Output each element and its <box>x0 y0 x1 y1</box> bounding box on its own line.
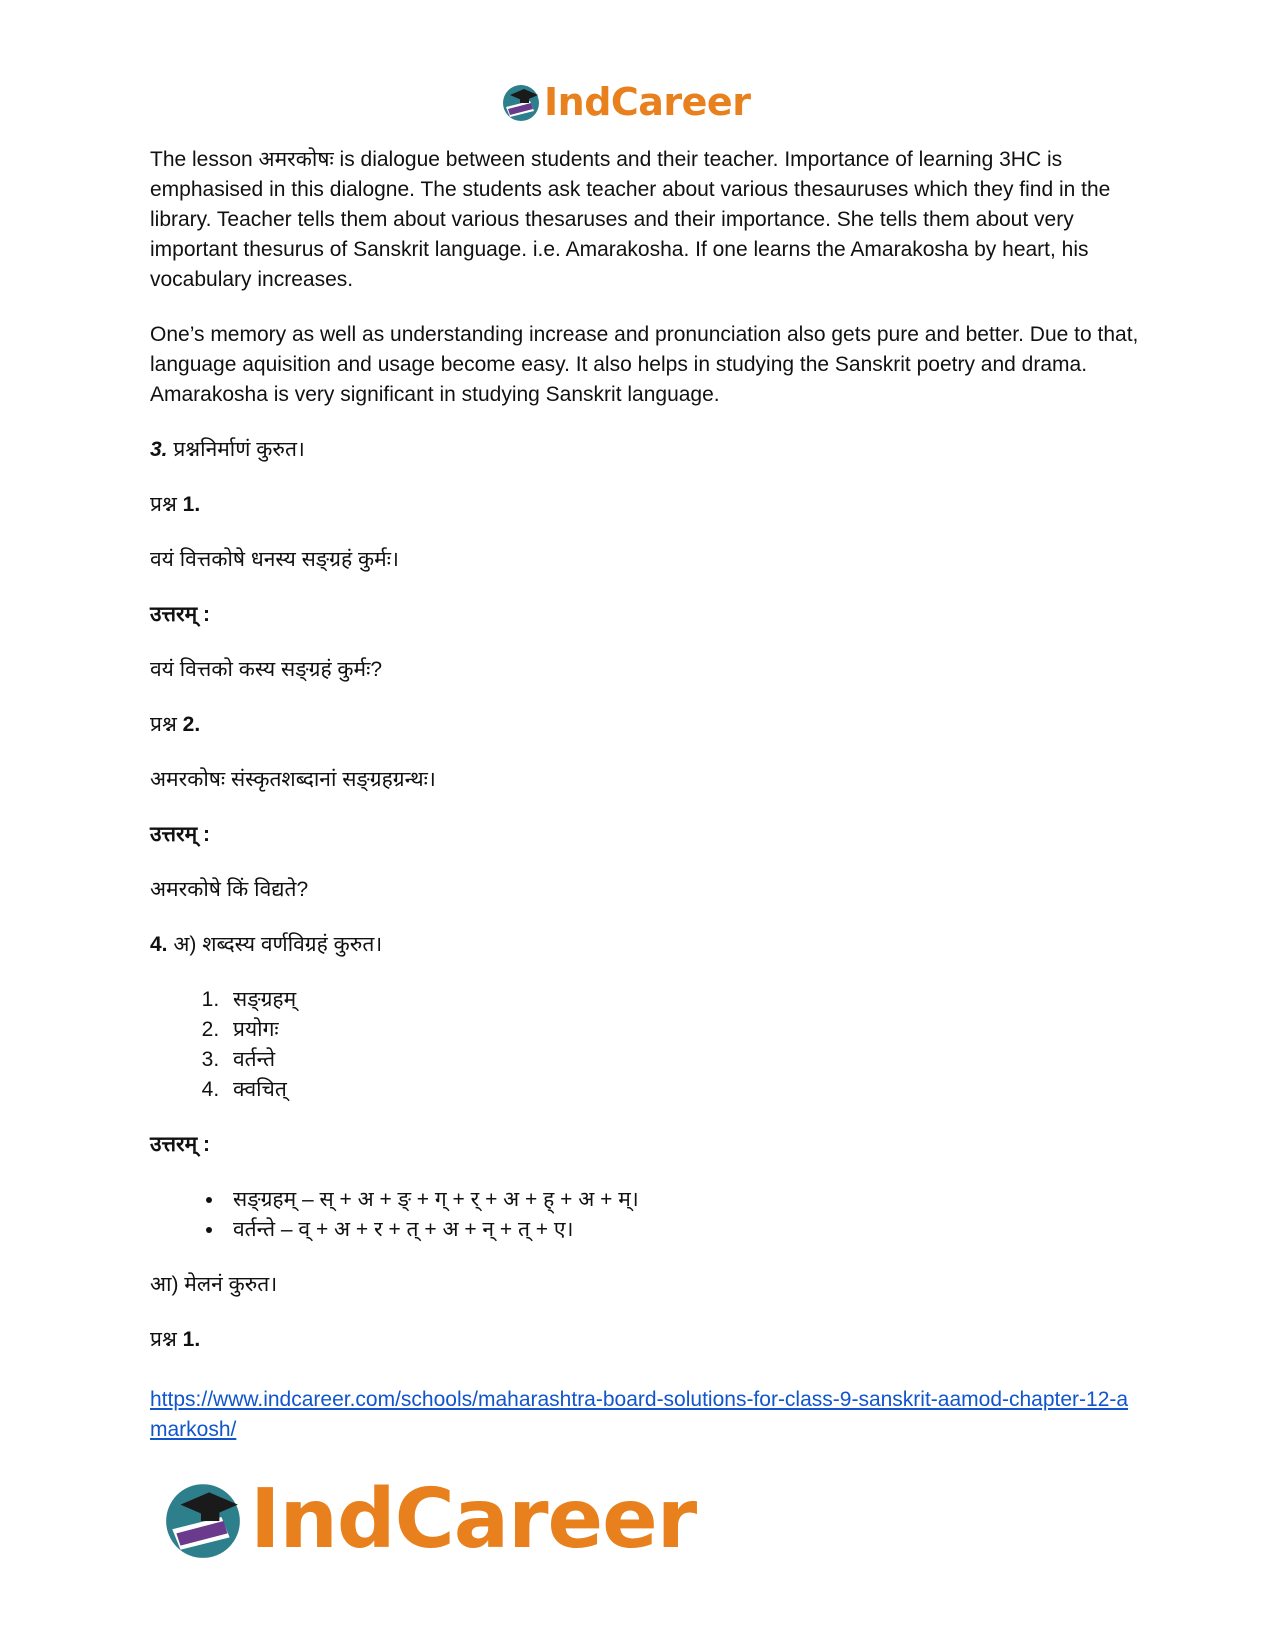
answer-1-label: उत्तरम् : <box>150 603 210 626</box>
section-3-heading <box>150 435 1140 465</box>
question-number: 2. <box>182 713 201 736</box>
section-4-number: 4. <box>150 933 168 956</box>
brand-name: IndCareer <box>544 80 751 124</box>
question-label: प्रश्न <box>150 493 183 516</box>
section-4b-heading: आ) मेलनं कुरुत। <box>150 1273 278 1296</box>
question-number: 1. <box>182 1328 201 1351</box>
graduation-book-icon <box>160 1476 246 1562</box>
answer-4-label: उत्तरम् : <box>150 1133 210 1156</box>
brand-name: IndCareer <box>250 1471 697 1567</box>
section-4-title: अ) शब्दस्य वर्णविग्रहं कुरुत। <box>167 933 383 956</box>
list-item: 1. सङ्ग्रहम् <box>225 985 1140 1015</box>
footer-link-wrapper <box>150 1385 1140 1445</box>
section-4-heading <box>150 930 1140 960</box>
answer-1-text: वयं वित्तको कस्य सङ्ग्रहं कुर्मः? <box>150 658 383 681</box>
question-2-label <box>150 710 1140 740</box>
question-2-text: अमरकोषः संस्कृतशब्दानां सङ्ग्रहग्रन्थः। <box>150 768 436 791</box>
intro-paragraph-1: The lesson अमरकोषः is dialogue between students and their teacher. Importance of learning 3HC is emphasised in this dialogne. The students ask teacher about various thesauruses which they find in the library. Teacher tells them about various thesaruses and their importance. She tells them about very important thesurus of Sanskrit language. i.e. Amarakosha. If one learns the Amarakosha by heart, his vocabulary increases. <box>150 148 1111 291</box>
list-item: 3. वर्तन्ते <box>225 1045 1140 1075</box>
answer-2-label: उत्तरम् : <box>150 823 210 846</box>
word-list <box>150 985 1140 1105</box>
section-3-title: प्रश्ननिर्माणं कुरुत। <box>167 438 305 461</box>
answer-2-text: अमरकोषे किं विद्यते? <box>150 878 309 901</box>
section-3-number: 3. <box>150 438 168 461</box>
answer-list <box>150 1185 1140 1245</box>
question-number: 1. <box>182 493 201 516</box>
list-item: 4. क्वचित् <box>225 1075 1140 1105</box>
question-label: प्रश्न <box>150 713 183 736</box>
source-link[interactable]: https://www.indcareer.com/schools/maharashtra-board-solutions-for-class-9-sanskrit-aamod-chapter-12-amarkosh/ <box>150 1388 1129 1441</box>
question-4b-1-label <box>150 1325 1140 1355</box>
list-item: • वर्तन्ते – व् + अ + र + त् + अ + न् + त् + ए। <box>225 1215 1140 1245</box>
header-logo <box>500 78 750 126</box>
question-1-label <box>150 490 1140 520</box>
footer-logo <box>160 1471 697 1567</box>
document-body <box>150 145 1140 1470</box>
list-item: • सङ्ग्रहम् – स् + अ + ङ् + ग् + र् + अ + ह् + अ + म्। <box>225 1185 1140 1215</box>
question-label: प्रश्न <box>150 1328 183 1351</box>
question-1-text: वयं वित्तकोषे धनस्य सङ्ग्रहं कुर्मः। <box>150 548 399 571</box>
graduation-book-icon <box>500 81 542 123</box>
intro-paragraph-2: One’s memory as well as understanding increase and pronunciation also gets pure and better. Due to that, language aquisition and usage become easy. It also helps in studying the Sanskrit poetry and drama. Amarakosha is very significant in studying Sanskrit language. <box>150 323 1139 406</box>
list-item: 2. प्रयोगः <box>225 1015 1140 1045</box>
